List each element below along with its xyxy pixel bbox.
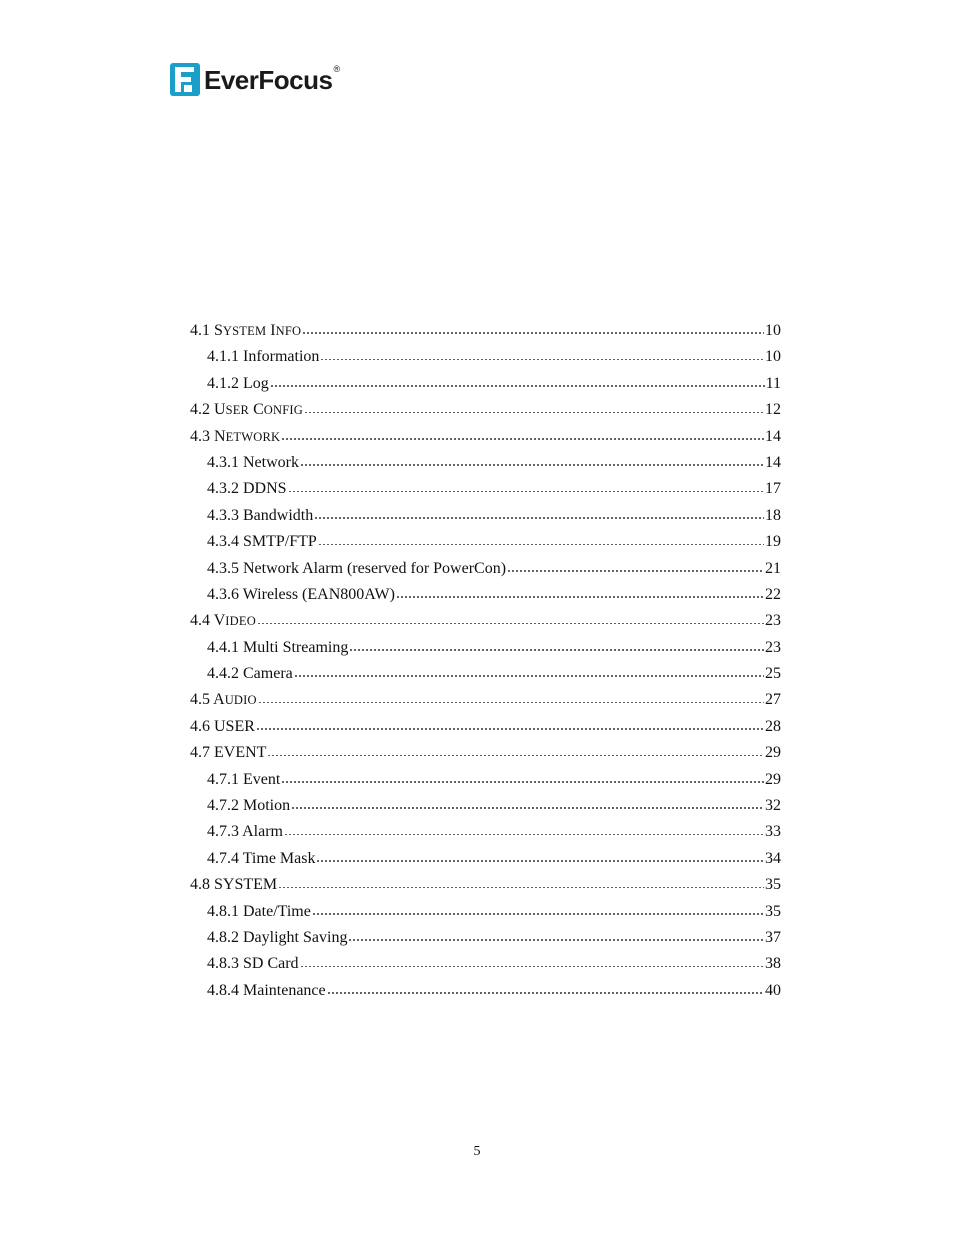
toc-entry-title xyxy=(207,978,326,1004)
everfocus-f-icon xyxy=(170,61,200,97)
toc-entry[interactable] xyxy=(190,397,781,423)
toc-entry-number: 4.3.3 xyxy=(207,506,239,524)
dot-leader xyxy=(320,351,764,361)
toc-entry-page: 34 xyxy=(765,849,781,867)
toc-entry[interactable] xyxy=(190,635,781,661)
toc-entry-title xyxy=(207,819,283,845)
toc-entry-number: 4.8.3 xyxy=(207,955,239,973)
toc-entry-title xyxy=(207,767,280,793)
toc-entry-number: 4.3.5 xyxy=(207,559,239,577)
toc-entry-text: Information xyxy=(243,348,320,366)
toc-entry-page: 32 xyxy=(765,797,781,815)
toc-entry[interactable] xyxy=(190,978,781,1004)
toc-entry-page: 33 xyxy=(765,823,781,841)
toc-entry[interactable] xyxy=(190,714,781,740)
dot-leader xyxy=(314,510,764,520)
toc-entry-text: Log xyxy=(243,374,269,392)
toc-entry[interactable] xyxy=(190,371,781,397)
toc-entry[interactable] xyxy=(190,793,781,819)
toc-entry[interactable] xyxy=(190,476,781,502)
toc-entry-title xyxy=(207,793,290,819)
toc-entry-title xyxy=(207,371,269,397)
dot-leader xyxy=(267,747,764,757)
toc-entry-number: 4.4.1 xyxy=(207,638,239,656)
toc-entry-title xyxy=(190,872,277,898)
toc-entry-number: 4.5 xyxy=(190,691,210,709)
dot-leader xyxy=(348,932,764,942)
toc-entry-title xyxy=(207,846,315,872)
toc-entry-number: 4.6 xyxy=(190,717,210,735)
toc-entry[interactable] xyxy=(190,503,781,529)
dot-leader xyxy=(316,853,764,863)
dot-leader xyxy=(349,642,764,652)
toc-entry-page: 35 xyxy=(765,902,781,920)
toc-entry-page: 28 xyxy=(765,717,781,735)
toc-entry-page: 25 xyxy=(765,665,781,683)
toc-entry-page: 22 xyxy=(765,585,781,603)
toc-entry-title xyxy=(207,925,347,951)
toc-entry-title xyxy=(207,476,287,502)
toc-entry-number: 4.7.1 xyxy=(207,770,239,788)
toc-entry-title xyxy=(207,951,299,977)
toc-entry-title xyxy=(207,450,299,476)
toc-entry-number: 4.7 xyxy=(190,744,210,762)
toc-entry-page: 17 xyxy=(765,480,781,498)
toc-entry-number: 4.4 xyxy=(190,612,210,630)
toc-entry[interactable] xyxy=(190,582,781,608)
toc-entry[interactable] xyxy=(190,344,781,370)
toc-entry-number: 4.3.2 xyxy=(207,480,239,498)
toc-entry-title xyxy=(207,503,313,529)
dot-leader xyxy=(288,483,764,493)
dot-leader xyxy=(302,325,764,335)
toc-entry-page: 19 xyxy=(765,533,781,551)
toc-entry-title xyxy=(190,397,303,423)
toc-entry-text: USER xyxy=(214,717,255,735)
dot-leader xyxy=(281,431,764,441)
dot-leader xyxy=(278,879,764,889)
toc-entry-title xyxy=(207,635,348,661)
toc-entry-title xyxy=(207,529,317,555)
toc-entry-text: Multi Streaming xyxy=(243,638,349,656)
toc-entry-text: Network Alarm (reserved for PowerCon) xyxy=(243,559,507,577)
toc-entry[interactable] xyxy=(190,846,781,872)
toc-entry-text: AUDIO xyxy=(213,691,257,709)
toc-entry-text: Alarm xyxy=(242,823,283,841)
brand-logo xyxy=(170,60,340,98)
toc-entry-text: Time Mask xyxy=(242,849,316,867)
toc-entry-text: SYSTEM xyxy=(214,876,278,894)
toc-entry-page: 14 xyxy=(765,453,781,471)
toc-entry-page: 35 xyxy=(765,876,781,894)
dot-leader xyxy=(396,589,764,599)
dot-leader xyxy=(294,668,764,678)
dot-leader xyxy=(284,826,764,836)
dot-leader xyxy=(318,536,764,546)
toc-entry-text: SD Card xyxy=(243,955,299,973)
toc-entry-text: Network xyxy=(243,453,299,471)
toc-entry[interactable] xyxy=(190,819,781,845)
toc-entry-title xyxy=(190,714,255,740)
dot-leader xyxy=(507,563,764,573)
toc-entry-text: Event xyxy=(243,770,281,788)
toc-entry-text: DDNS xyxy=(243,480,287,498)
toc-entry-number: 4.8.4 xyxy=(207,981,239,999)
toc-entry-title xyxy=(207,899,311,925)
toc-entry-text: SYSTEM INFO xyxy=(214,322,302,339)
toc-entry-text: Daylight Saving xyxy=(243,928,348,946)
toc-entry-page: 11 xyxy=(765,374,781,392)
dot-leader xyxy=(281,774,764,784)
toc-entry-text: Bandwidth xyxy=(243,506,314,524)
toc-entry[interactable] xyxy=(190,767,781,793)
dot-leader xyxy=(300,958,764,968)
toc-entry-number: 4.7.2 xyxy=(207,797,239,815)
toc-entry-page: 10 xyxy=(765,322,781,339)
toc-entry-title xyxy=(190,424,280,450)
toc-entry-text: Maintenance xyxy=(243,981,326,999)
toc-entry-number: 4.3.6 xyxy=(207,585,239,603)
toc-entry-number: 4.7.4 xyxy=(207,849,239,867)
toc-entry-number: 4.3.4 xyxy=(207,533,239,551)
toc-entry-text: Date/Time xyxy=(243,902,311,920)
page-number: 5 xyxy=(473,1144,481,1159)
toc-entry-page: 40 xyxy=(765,981,781,999)
toc-entry-number: 4.3 xyxy=(190,427,210,445)
toc-entry[interactable] xyxy=(190,740,781,766)
toc-entry-page: 10 xyxy=(765,348,781,366)
toc-entry-text: Camera xyxy=(243,665,293,683)
toc-entry-text: VIDEO xyxy=(213,612,256,630)
toc-entry-number: 4.7.3 xyxy=(207,823,239,841)
toc-entry[interactable] xyxy=(190,450,781,476)
toc-entry[interactable] xyxy=(190,872,781,898)
toc-entry[interactable] xyxy=(190,529,781,555)
toc-entry[interactable] xyxy=(190,899,781,925)
dot-leader xyxy=(257,615,764,625)
toc-entry-number: 4.2 xyxy=(190,401,210,419)
toc-entry-number: 4.8.1 xyxy=(207,902,239,920)
toc-entry-title xyxy=(207,661,293,687)
toc-entry[interactable] xyxy=(190,661,781,687)
toc-entry-title xyxy=(190,740,266,766)
dot-leader xyxy=(327,985,764,995)
toc-entry-page: 29 xyxy=(765,770,781,788)
toc-entry-text: USER CONFIG xyxy=(214,401,303,419)
toc-entry-page: 12 xyxy=(765,401,781,419)
toc-entry[interactable] xyxy=(190,318,781,344)
toc-entry-number: 4.4.2 xyxy=(207,665,239,683)
toc-entry-page: 14 xyxy=(765,427,781,445)
toc-entry-page: 18 xyxy=(765,506,781,524)
toc-entry-number: 4.1.1 xyxy=(207,348,239,366)
dot-leader xyxy=(256,721,764,731)
toc-entry-page: 23 xyxy=(765,638,781,656)
toc-entry-page: 37 xyxy=(765,928,781,946)
table-of-contents xyxy=(190,318,781,1004)
toc-entry-title xyxy=(190,318,301,344)
toc-entry-page: 27 xyxy=(765,691,781,709)
toc-entry-title xyxy=(190,608,256,634)
toc-entry-page: 38 xyxy=(765,955,781,973)
toc-entry-title xyxy=(207,344,319,370)
dot-leader xyxy=(270,378,765,388)
toc-entry-number: 4.1 xyxy=(190,322,210,339)
logo-text: EverFocus xyxy=(204,65,333,95)
toc-entry-number: 4.3.1 xyxy=(207,453,239,471)
dot-leader xyxy=(291,800,764,810)
toc-entry-text: Motion xyxy=(243,797,291,815)
dot-leader xyxy=(300,457,764,467)
registered-mark: ® xyxy=(333,64,341,74)
dot-leader xyxy=(312,906,764,916)
toc-entry-number: 4.8.2 xyxy=(207,928,239,946)
toc-entry-title xyxy=(207,582,395,608)
toc-entry-page: 21 xyxy=(765,559,781,577)
toc-entry-text: NETWORK xyxy=(214,427,281,445)
toc-entry-number: 4.1.2 xyxy=(207,374,239,392)
toc-entry-page: 23 xyxy=(765,612,781,630)
toc-entry[interactable] xyxy=(190,608,781,634)
toc-entry[interactable] xyxy=(190,556,781,582)
toc-entry-number: 4.8 xyxy=(190,876,210,894)
toc-entry[interactable] xyxy=(190,687,781,713)
toc-entry-text: Wireless (EAN800AW) xyxy=(242,585,395,603)
toc-entry[interactable] xyxy=(190,925,781,951)
toc-entry-title xyxy=(207,556,506,582)
toc-entry[interactable] xyxy=(190,951,781,977)
dot-leader xyxy=(258,694,764,704)
toc-entry-text: SMTP/FTP xyxy=(243,533,317,551)
toc-entry-page: 29 xyxy=(765,744,781,762)
toc-entry-title xyxy=(190,687,257,713)
toc-entry[interactable] xyxy=(190,424,781,450)
toc-entry-text: EVENT xyxy=(214,744,267,762)
dot-leader xyxy=(304,404,764,414)
